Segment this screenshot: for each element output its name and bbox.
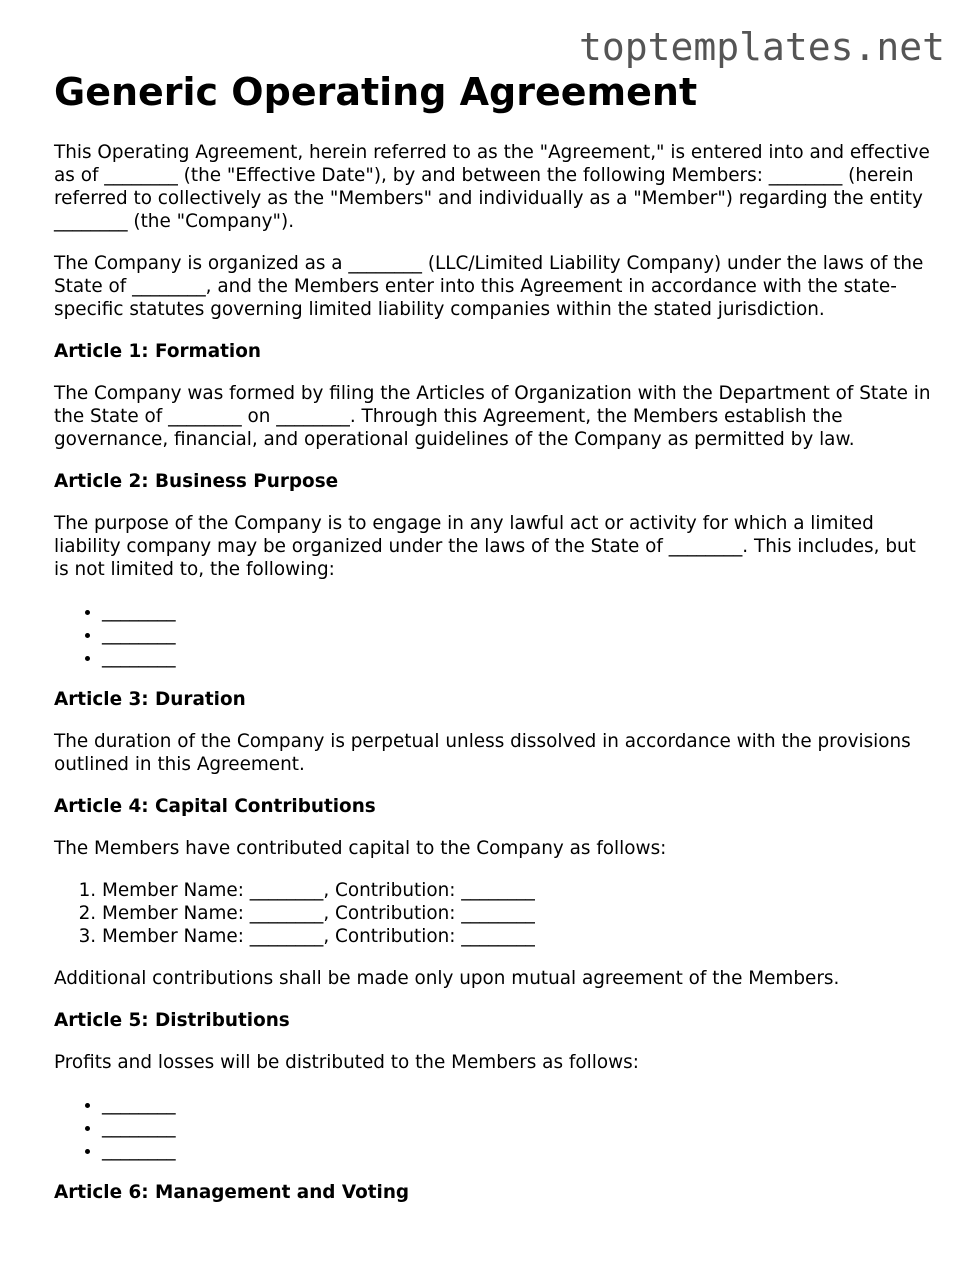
intro-paragraph: The Company is organized as a ________ (LLC/Limited Liability Company) under the laws of the State of ________, and the Members enter into this Agreement in accordance with the state-specific statutes governing limited liability companies within the stated jurisdiction. [54,253,924,320]
document-body [54,141,934,1223]
intro-paragraph: This Operating Agreement, herein referred to as the "Agreement," is entered into and effective as of ________ (the "Effective Date"), by and between the following Members: ________ (herein referred to collectively as the "Members" and individually as a "Member") regarding the entity ________ (the "Company"). [54,142,930,232]
article-3-text: The duration of the Company is perpetual unless dissolved in accordance with the provisions outlined in this Agreement. [54,731,911,775]
document-title: Generic Operating Agreement [54,70,698,114]
article-2-text: The purpose of the Company is to engage in any lawful act or activity for which a limited liability company may be organized under the laws of the State of ________. This includes, but is not limited to, the following: [54,513,916,580]
article-3-heading: Article 3: Duration [54,689,246,710]
article-5-text: Profits and losses will be distributed to the Members as follows: [54,1052,639,1073]
article-4-list [54,879,934,948]
list-item: 1. Member Name: ________, Contribution: ________ [102,879,934,902]
article-2-list [54,600,934,669]
article-4-text: The Members have contributed capital to the Company as follows: [54,838,667,859]
article-1-text: The Company was formed by filing the Articles of Organization with the Department of State in the State of ________ on ________. Through this Agreement, the Members establish the governance, financial, and operational guidelines of the Company as permitted by law. [54,383,931,450]
article-5-heading: Article 5: Distributions [54,1010,290,1031]
article-4-heading: Article 4: Capital Contributions [54,796,376,817]
list-item: • ________ [102,1093,934,1116]
list-item: • ________ [102,1139,934,1162]
article-4-after-text: Additional contributions shall be made only upon mutual agreement of the Members. [54,968,840,989]
article-2-heading: Article 2: Business Purpose [54,471,339,492]
article-1-heading: Article 1: Formation [54,341,261,362]
list-item: • ________ [102,623,934,646]
list-item: 3. Member Name: ________, Contribution: ________ [102,925,934,948]
list-item: • ________ [102,1116,934,1139]
watermark: toptemplates.net [578,25,945,69]
list-item: • ________ [102,646,934,669]
article-6-heading: Article 6: Management and Voting [54,1182,410,1203]
list-item: • ________ [102,600,934,623]
article-5-list [54,1093,934,1162]
list-item: 2. Member Name: ________, Contribution: ________ [102,902,934,925]
